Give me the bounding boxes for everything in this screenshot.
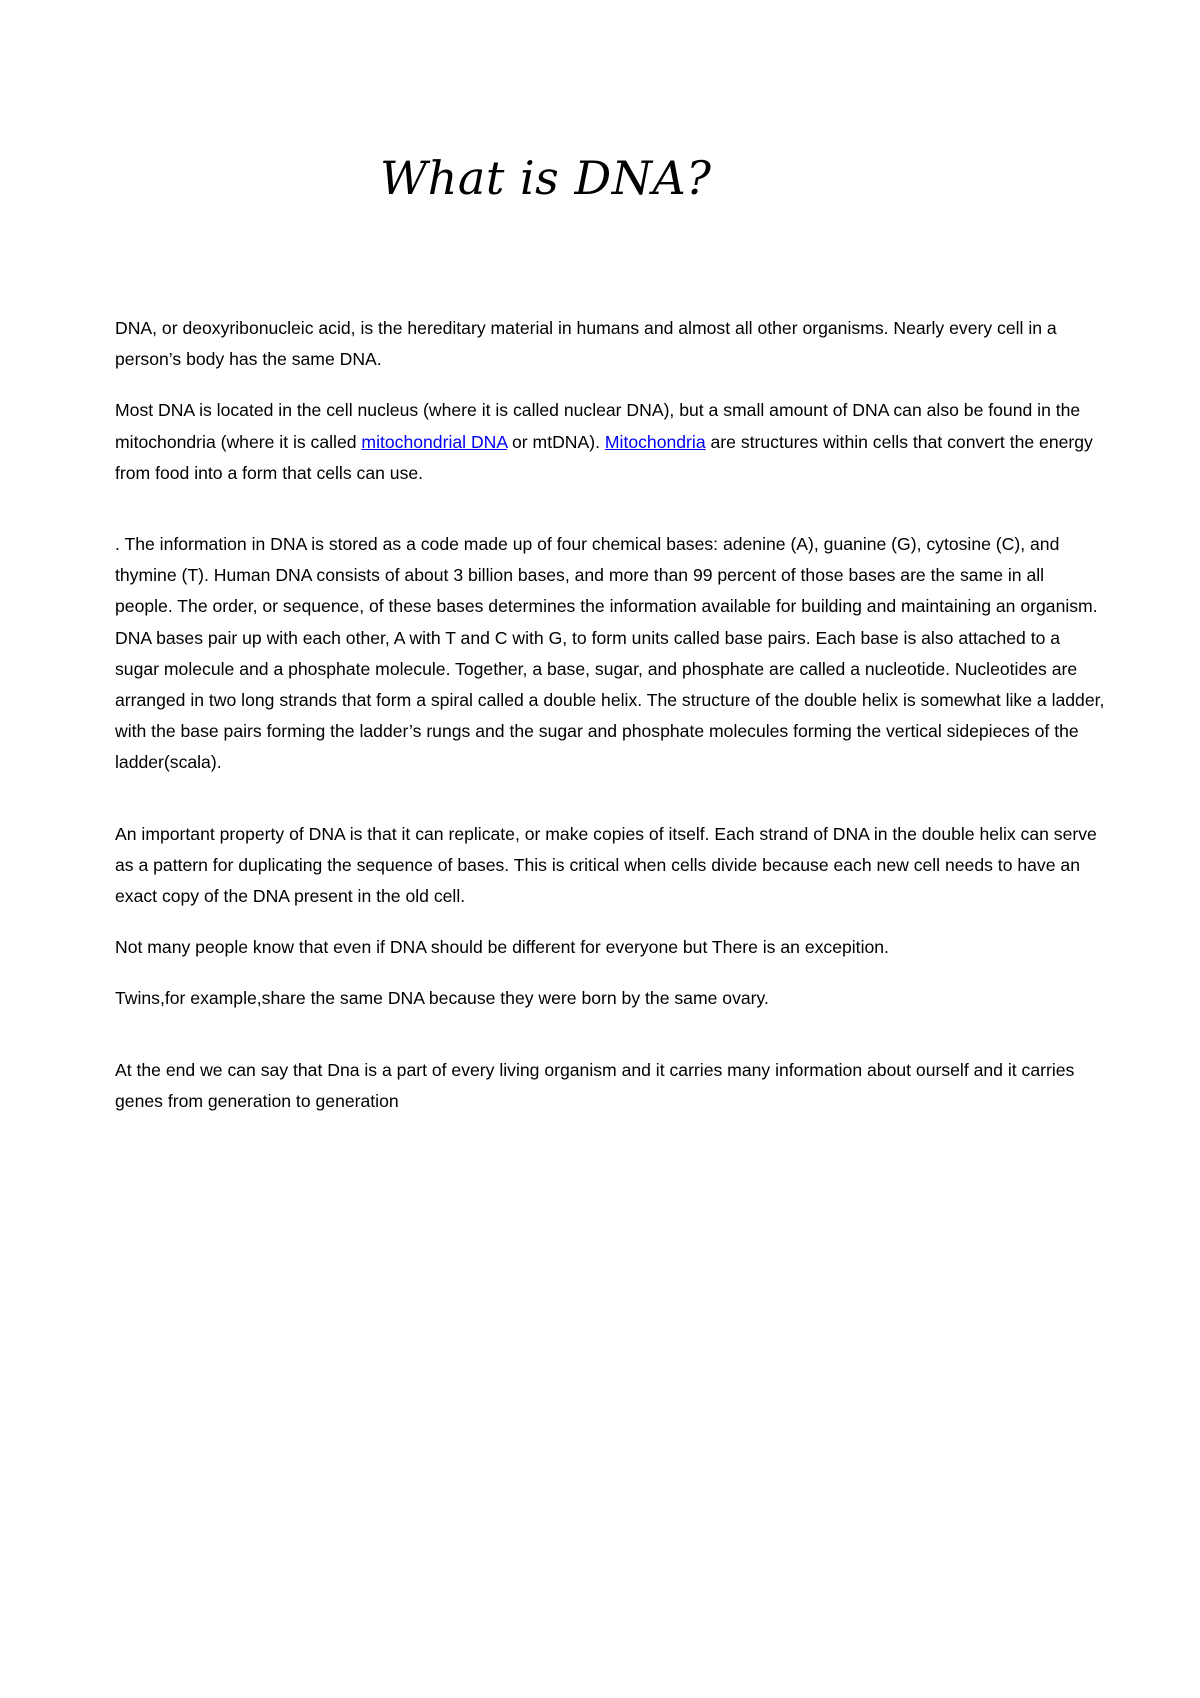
paragraph-replication: An important property of DNA is that it can replicate, or make copies of itself. Each strand of DNA in the double helix can serve as a pattern for duplicating the sequence of bases. This is critical when cells divide because each new cell needs to have an exact copy of the DNA present in the old cell. <box>115 823 1097 907</box>
paragraph-twins: Twins,for example,share the same DNA because they were born by the same ovary. <box>115 988 769 1009</box>
paragraph-location-text-1: Most DNA is located in the cell nucleus (where it is called nuclear DNA), but a small amount of DNA can also be found in the mitochondria (where it is called <box>115 400 1081 452</box>
paragraph-location-text-3: are structures within cells that convert the energy from food into a form that cells can use. <box>115 431 1093 483</box>
paragraph-intro: DNA, or deoxyribonucleic acid, is the hereditary material in humans and almost all other organisms. Nearly every cell in a person’s body has the same DNA. <box>115 318 1057 370</box>
document-title: What is DNA? <box>380 151 712 205</box>
paragraph-location-text-2: or mtDNA). <box>507 431 605 452</box>
mitochondrial-dna-link[interactable]: mitochondrial DNA <box>361 431 508 452</box>
paragraph-location <box>115 395 1105 489</box>
paragraph-bases: . The information in DNA is stored as a code made up of four chemical bases: adenine (A), guanine (G), cytosine (C), and thymine (T). Human DNA consists of about 3 billion bases, and more than 99 percent of those bases are the same in all people. The order, or sequence, of these bases determines the information available for building and maintaining an organism. DNA bases pair up with each other, A with T and C with G, to form units called base pairs. Each base is also attached to a sugar molecule and a phosphate molecule. Together, a base, sugar, and phosphate are called a nucleotide. Nucleotides are arranged in two long strands that form a spiral called a double helix. The structure of the double helix is somewhat like a ladder, with the base pairs forming the ladder’s rungs and the sugar and phosphate molecules forming the vertical sidepieces of the ladder(scala). <box>115 534 1105 773</box>
mitochondria-link[interactable]: Mitochondria <box>604 431 706 452</box>
document-body <box>115 313 1105 1137</box>
paragraph-conclusion: At the end we can say that Dna is a part of every living organism and it carries many information about ourself and it carries genes from generation to generation <box>115 1059 1075 1111</box>
paragraph-exception: Not many people know that even if DNA should be different for everyone but There is an excepition. <box>115 937 889 958</box>
